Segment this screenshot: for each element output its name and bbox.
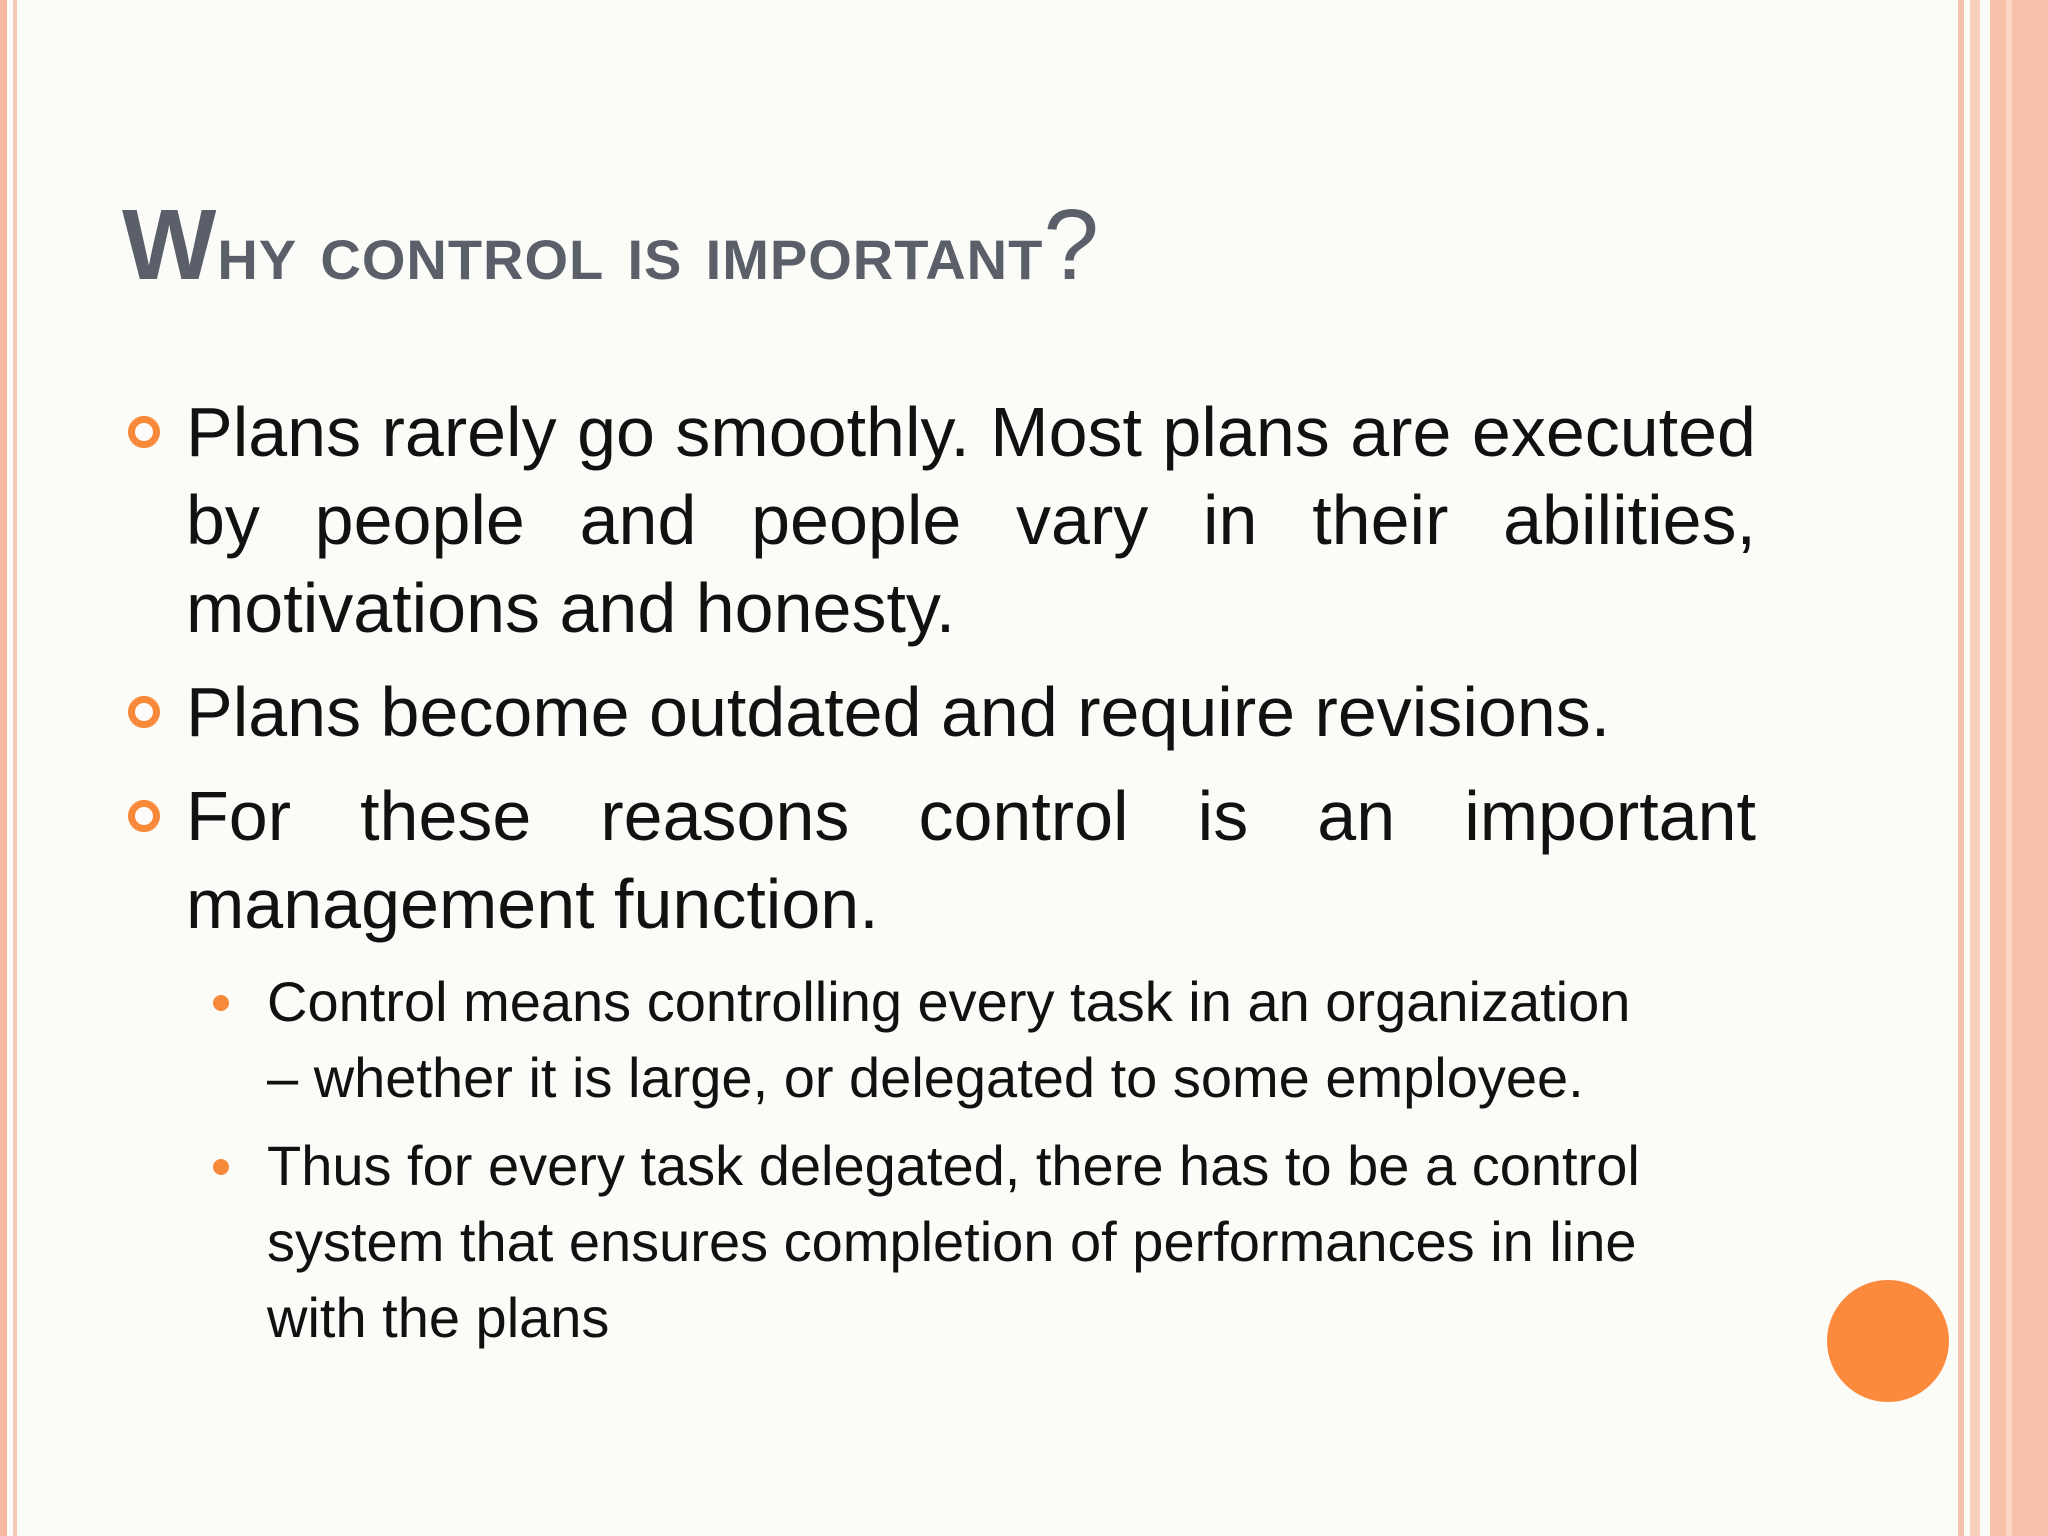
left-border-stripe-inner xyxy=(13,0,17,1536)
ring-bullet-icon xyxy=(128,696,160,728)
title-question-mark: ? xyxy=(1043,189,1100,301)
sub-bullet-item xyxy=(209,964,1647,1116)
right-border-highlight xyxy=(2006,0,2012,1536)
ring-bullet-icon xyxy=(128,800,160,832)
slide-content xyxy=(126,388,1756,1368)
bullet-item xyxy=(126,388,1756,652)
ring-bullet-icon xyxy=(128,416,160,448)
bullet-item xyxy=(126,772,1756,948)
bullet-item xyxy=(126,668,1756,756)
sub-bullet-text: Control means controlling every task in an organization – whether it is large, or delegated to some employee. xyxy=(267,970,1631,1109)
slide-title xyxy=(122,190,1100,300)
dot-bullet-icon xyxy=(213,995,229,1011)
right-border-stripe-inner xyxy=(1970,0,1980,1536)
sub-bullet-list xyxy=(126,964,1756,1356)
right-border-band xyxy=(1990,0,2048,1536)
title-text: hy control is important xyxy=(217,207,1044,296)
left-border-stripe xyxy=(0,0,7,1536)
sub-bullet-text: Thus for every task delegated, there has to be a control system that ensures completion of performances in line with the plans xyxy=(267,1134,1640,1349)
title-first-letter: W xyxy=(122,189,218,301)
bullet-text: Plans rarely go smoothly. Most plans are executed by people and people vary in their abilities, motivations and honesty. xyxy=(186,393,1756,647)
sub-bullet-item xyxy=(209,1128,1647,1356)
bullet-text: For these reasons control is an important management function. xyxy=(186,777,1756,943)
bullet-text: Plans become outdated and require revisions. xyxy=(186,673,1611,751)
dot-bullet-icon xyxy=(213,1159,229,1175)
right-border-stripe xyxy=(1958,0,1964,1536)
orange-circle-decoration xyxy=(1827,1280,1949,1402)
